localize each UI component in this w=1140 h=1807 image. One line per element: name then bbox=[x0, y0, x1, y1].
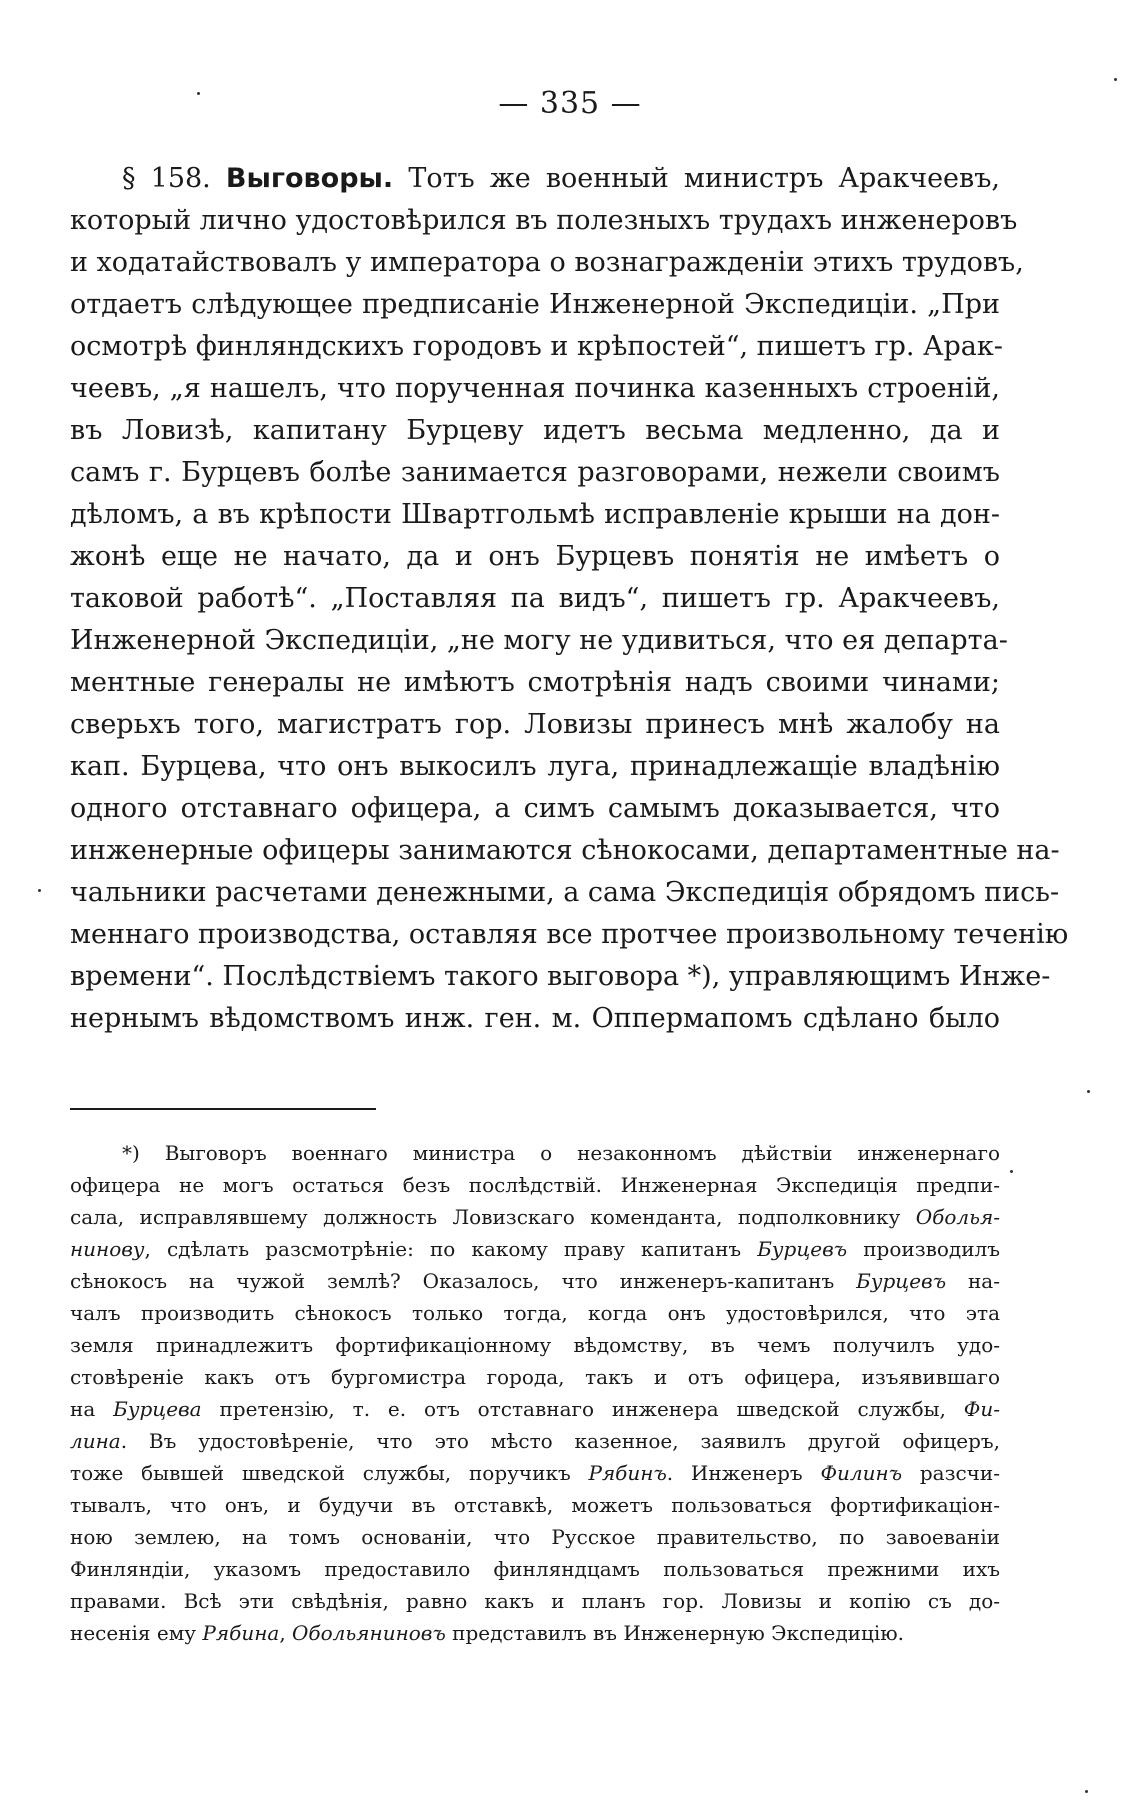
page-number: — 335 — bbox=[498, 86, 642, 121]
text-line: чальники расчетами денежными, а сама Экспедиція обрядомъ пись- bbox=[70, 877, 1060, 908]
footnote-text: . Инженеръ bbox=[666, 1461, 821, 1485]
footnote-text: . Въ удостовѣреніе, что это мѣсто казенное, заявилъ другой офицеръ, bbox=[120, 1429, 1000, 1453]
footnote-name: Филинъ bbox=[820, 1461, 903, 1485]
footnote-line: земля принадлежитъ фортификаціонному вѣдомству, въ чемъ получилъ удо- bbox=[70, 1333, 1000, 1357]
text-line: времени“. Послѣдствіемъ такого выговора *), управляющимъ Инже- bbox=[70, 961, 1051, 992]
text-line: ментные генералы не имѣютъ смотрѣнія надъ своими чинами; bbox=[70, 667, 1000, 698]
footnote-line bbox=[70, 1425, 1000, 1457]
footnote-name: Рябинъ bbox=[588, 1461, 667, 1485]
text-line: меннаго производства, оставляя все протчее произвольному теченію bbox=[70, 919, 1069, 950]
text-line: отдаетъ слѣдующее предписаніе Инженерной Экспедиціи. „При bbox=[70, 289, 1000, 320]
footnote-divider bbox=[70, 1108, 376, 1110]
main-text bbox=[70, 158, 1069, 1040]
footnote-line bbox=[70, 1233, 1000, 1265]
section-title: Выговоры. bbox=[225, 163, 394, 194]
text-line: въ Ловизѣ, капитану Бурцеву идетъ весьма медленно, да и bbox=[70, 415, 1000, 446]
footnote-text: производилъ bbox=[847, 1237, 1000, 1261]
footnote-name: Бурцевъ bbox=[757, 1237, 848, 1261]
footnote-line bbox=[70, 1617, 1000, 1649]
scan-speck bbox=[1114, 78, 1117, 81]
section-heading-line bbox=[70, 158, 1000, 200]
footnote-text: , сдѣлать разсмотрѣніе: по какому праву капитанъ bbox=[144, 1237, 758, 1261]
footnote-name: Рябина bbox=[202, 1621, 280, 1645]
text-line: сверьхъ того, магистратъ гор. Ловизы принесъ мнѣ жалобу на bbox=[70, 709, 1000, 740]
footnote-line bbox=[70, 1265, 1000, 1297]
text-line: кап. Бурцева, что онъ выкосилъ луга, принадлежащіе владѣнію bbox=[70, 751, 1000, 782]
footnote-text: разсчи- bbox=[902, 1461, 1000, 1485]
scan-speck bbox=[38, 889, 41, 892]
footnote-name: нинову bbox=[70, 1237, 145, 1261]
footnote-line: правами. Всѣ эти свѣдѣнія, равно какъ и планъ гор. Ловизы и копію съ до- bbox=[70, 1589, 1000, 1613]
footnote-line: *) Выговоръ военнаго министра о незаконномъ дѣйствіи инженернаго bbox=[122, 1141, 1000, 1165]
footnote-text: на- bbox=[946, 1269, 1000, 1293]
text-line: нернымъ вѣдомствомъ инж. ген. м. Оппермапомъ сдѣлано было bbox=[70, 1003, 1000, 1034]
footnote-line: ною землею, на томъ основаніи, что Русское правительство, по завоеваніи bbox=[70, 1525, 1000, 1549]
text-line: самъ г. Бурцевъ болѣе занимается разговорами, нежели своимъ bbox=[70, 457, 1000, 488]
footnote-line: офицера не могъ остаться безъ послѣдствій. Инженерная Экспедиція предпи- bbox=[70, 1173, 1000, 1197]
text-line: инженерные офицеры занимаются сѣнокосами, департаментные на- bbox=[70, 835, 1060, 866]
footnote-name: Оболья- bbox=[915, 1205, 1000, 1229]
section-number: § 158. bbox=[122, 163, 211, 194]
footnote-line: тывалъ, что онъ, и будучи въ отставкѣ, можетъ пользоваться фортификаціон- bbox=[70, 1493, 1000, 1517]
text-line: и ходатайствовалъ у императора о вознагражденіи этихъ трудовъ, bbox=[70, 247, 1024, 278]
footnote-text: сала, исправлявшему должность Ловизскаго коменданта, подполковнику bbox=[70, 1205, 916, 1229]
text-line: Тотъ же военный министръ Аракчеевъ, bbox=[408, 163, 1000, 194]
footnote-line: стовѣреніе какъ отъ бургомистра города, такъ и отъ офицера, изъявившаго bbox=[70, 1365, 1000, 1389]
text-line: таковой работѣ“. „Поставляя па видъ“, пишетъ гр. Аракчеевъ, bbox=[70, 583, 1000, 614]
footnote-line bbox=[70, 1393, 1000, 1425]
footnote-text: представилъ въ Инженерную Экспедицію. bbox=[445, 1621, 905, 1645]
scan-speck bbox=[197, 92, 200, 95]
footnote-text: претензію, т. е. отъ отставнаго инженера шведской службы, bbox=[201, 1397, 964, 1421]
text-line: дѣломъ, а въ крѣпости Швартгольмѣ исправленіе крыши на дон- bbox=[70, 499, 1000, 530]
footnote-line bbox=[70, 1201, 1000, 1233]
scan-speck bbox=[1087, 1090, 1090, 1093]
footnote-name: Бурцевъ bbox=[856, 1269, 947, 1293]
footnote-name: лина bbox=[70, 1429, 121, 1453]
footnote-name: Фи- bbox=[963, 1397, 1001, 1421]
footnote-text: , bbox=[279, 1621, 293, 1645]
scan-speck bbox=[1085, 1790, 1088, 1793]
footnote-name: Обольяниновъ bbox=[292, 1621, 446, 1645]
text-line: который лично удостовѣрился въ полезныхъ трудахъ инженеровъ bbox=[70, 205, 1018, 236]
footnote-text: на bbox=[70, 1397, 114, 1421]
footnote-line: Финляндіи, указомъ предоставило финляндцамъ пользоваться прежними ихъ bbox=[70, 1557, 1000, 1581]
text-line: чеевъ, „я нашелъ, что порученная починка казенныхъ строеній, bbox=[70, 373, 1000, 404]
footnote-text: тоже бывшей шведской службы, поручикъ bbox=[70, 1461, 589, 1485]
text-line: одного отставнаго офицера, а симъ самымъ доказывается, что bbox=[70, 793, 1000, 824]
footnote-line: чалъ производить сѣнокосъ только тогда, когда онъ удостовѣрился, что эта bbox=[70, 1301, 1000, 1325]
text-line: Инженерной Экспедиціи, „не могу не удивиться, что ея департа- bbox=[70, 625, 1008, 656]
text-line: осмотрѣ финляндскихъ городовъ и крѣпостей“, пишетъ гр. Арак- bbox=[70, 331, 1003, 362]
footnote-text: несенія ему bbox=[70, 1621, 203, 1645]
footnote-line bbox=[70, 1457, 1000, 1489]
footnote bbox=[70, 1137, 1000, 1649]
footnote-name: Бурцева bbox=[113, 1397, 202, 1421]
footnote-text: сѣнокосъ на чужой землѣ? Оказалось, что инженеръ-капитанъ bbox=[70, 1269, 857, 1293]
text-line: жонѣ еще не начато, да и онъ Бурцевъ понятія не имѣетъ о bbox=[70, 541, 1000, 572]
scan-speck bbox=[1010, 1170, 1013, 1173]
